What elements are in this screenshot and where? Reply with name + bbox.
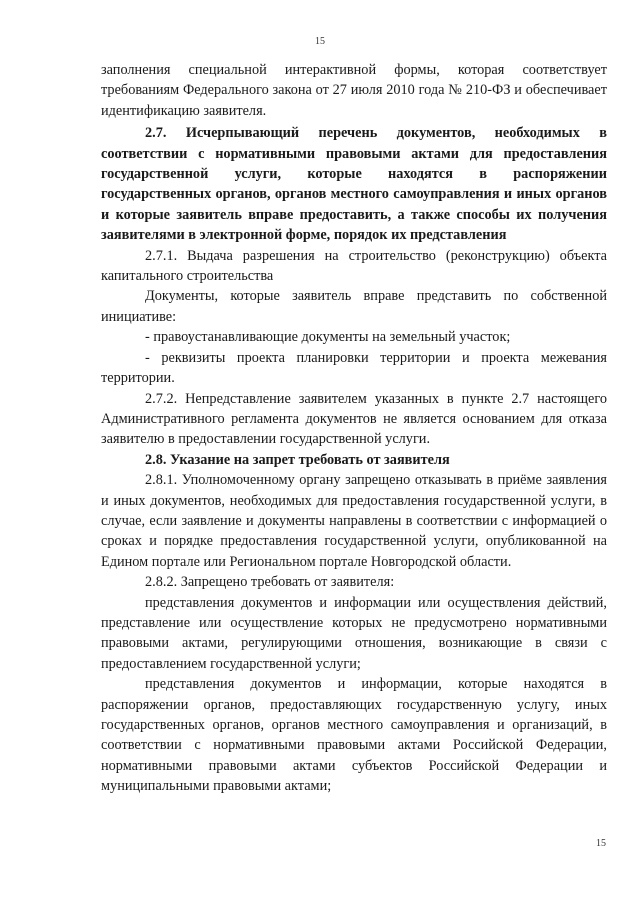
list-item-project-details: - реквизиты проекта планировки территории и проекта межевания территории. <box>101 349 607 387</box>
paragraph-2-7-1: 2.7.1. Выдача разрешения на строительство (реконструкцию) объекта капитального строительства <box>101 247 607 285</box>
document-body <box>101 60 607 797</box>
page-number-top: 15 <box>315 36 325 47</box>
paragraph-2-7-2: 2.7.2. Непредставление заявителем указанных в пункте 2.7 настоящего Административного регламента документов не является основанием для отказа заявителю в предоставлении государственной услуги. <box>101 390 607 448</box>
section-heading-2-8: 2.8. Указание на запрет требовать от заявителя <box>145 451 450 468</box>
paragraph-documents: Документы, которые заявитель вправе представить по собственной инициативе: <box>101 288 607 325</box>
paragraph-requirement-2: представления документов и информации, которые находятся в распоряжении органов, предоставляющих государственную услугу, иных государственных органов, органов местного самоуправления и организаций, в соответствии с нормативными правовыми актами Российской Федерации, нормативными правовыми актами субъектов Российской Федерации и муниципальными правовыми актами; <box>101 676 607 795</box>
list-item-land-docs: - правоустанавливающие документы на земельный участок; <box>145 329 511 346</box>
paragraph-2-8-2: 2.8.2. Запрещено требовать от заявителя: <box>145 574 395 591</box>
page-number-bottom: 15 <box>596 838 606 849</box>
paragraph-requirement-1: представления документов и информации или осуществления действий, представление или осуществление которых не предусмотрено нормативными правовыми актами, регулирующими отношения, возникающие в связи с предоставлением государственной услуги; <box>101 594 607 672</box>
section-heading-2-7: 2.7. Исчерпывающий перечень документов, необходимых в соответствии с нормативными правовыми актами для предоставления государственной услуги, которые находятся в распоряжении государственных органов, органов местного самоуправления и иных органов и которые заявитель вправе предоставить, а также способы их получения заявителями в электронной форме, порядок их представления <box>101 125 607 244</box>
paragraph-2-8-1: 2.8.1. Уполномоченному органу запрещено отказывать в приёме заявления и иных документов, необходимых для предоставления государственной услуги, в случае, если заявление и документы направлены в соответствии с информацией о сроках и порядке предоставления государственной услуги, опубликованной на Едином портале или Региональном портале Новгородской области. <box>101 472 607 570</box>
paragraph-intro: заполнения специальной интерактивной формы, которая соответствует требованиям Федерального закона от 27 июля 2010 года № 210-ФЗ и обеспечивает идентификацию заявителя. <box>101 62 607 119</box>
